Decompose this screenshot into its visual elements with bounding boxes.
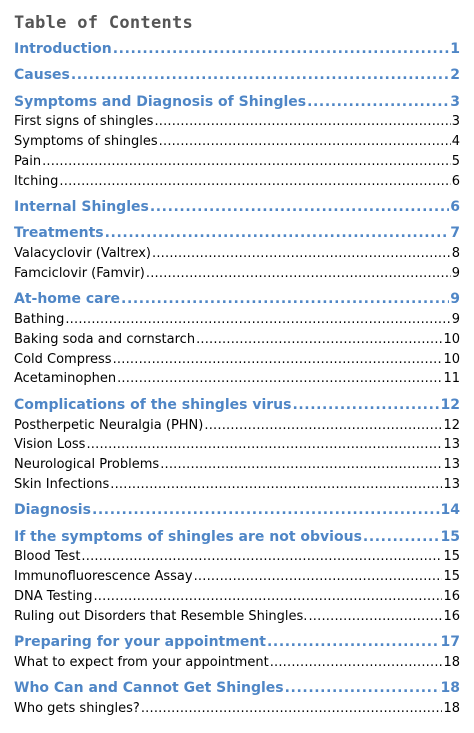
dot-leader [65,310,450,330]
toc-section-entry[interactable] [14,396,460,416]
toc-subsection-entry[interactable] [14,435,460,455]
dot-leader [159,132,451,152]
dot-leader [105,224,450,244]
toc-entry-page-number: 11 [443,371,460,387]
toc-entry-page-number: 12 [440,396,460,413]
toc-section-entry[interactable] [14,66,460,86]
dot-leader [363,528,440,548]
toc-entry-label: What to expect from your appointment [14,654,269,670]
toc-entry-page-number: 4 [451,134,460,150]
toc-entry-page-number: 18 [443,700,460,716]
toc-subsection-entry[interactable] [14,567,460,587]
dot-leader [194,567,443,587]
toc-entry-label: First signs of shingles [14,114,154,130]
dot-leader [110,475,442,495]
dot-leader [285,679,440,699]
dot-leader [59,172,450,192]
toc-entry-page-number: 1 [450,41,460,57]
dot-leader [150,198,449,218]
toc-entry-page-number: 8 [451,246,460,262]
toc-section-entry[interactable] [14,633,460,653]
toc-entry-label: Valacyclovir (Valtrex) [14,246,151,262]
toc-entry-label: Cold Compress [14,351,112,367]
toc-entry-page-number: 2 [450,67,460,84]
toc-entry-label: Pain [14,153,42,169]
toc-entry-page-number: 6 [451,173,460,189]
toc-entry-label: Symptoms of shingles [14,134,158,150]
dot-leader [92,501,440,521]
dot-leader [196,330,442,350]
toc-section-entry[interactable] [14,198,460,218]
toc-entry-label: Complications of the shingles virus [14,396,292,413]
toc-entry-label: Blood Test [14,549,81,565]
toc-section-entry[interactable] [14,528,460,548]
toc-section-entry[interactable] [14,93,460,113]
toc-subsection-entry[interactable] [14,350,460,370]
toc-entry-label: Introduction [14,41,112,57]
toc-entry-page-number: 17 [440,634,460,651]
toc-entry-label: Causes [14,67,70,84]
toc-entry-page-number: 15 [443,549,460,565]
toc-entry-page-number: 13 [443,457,460,473]
toc-subsection-entry[interactable] [14,132,460,152]
dot-leader [270,653,443,673]
toc-entry-label: Ruling out Disorders that Resemble Shingles. [14,608,308,624]
toc-entry-page-number: 5 [451,153,460,169]
dot-leader [160,455,442,475]
dot-leader [141,699,443,719]
toc-entry-page-number: 15 [443,569,460,585]
toc-subsection-entry[interactable] [14,547,460,567]
toc-subsection-entry[interactable] [14,310,460,330]
toc-entry-label: At-home care [14,291,121,308]
toc-entry-label: Vision Loss [14,437,86,453]
dot-leader [146,264,451,284]
toc-section-entry[interactable] [14,40,460,60]
dot-leader [117,369,442,389]
toc-entry-page-number: 9 [450,291,460,308]
toc-section-entry[interactable] [14,679,460,699]
toc-entry-label: Immunofluorescence Assay [14,569,193,585]
toc-entry-page-number: 14 [440,502,460,519]
dot-leader [93,587,442,607]
toc-entry-label: Acetaminophen [14,371,117,387]
toc-entry-label: Who Can and Cannot Get Shingles [14,680,284,697]
toc-entry-page-number: 16 [443,608,460,624]
toc-subsection-entry[interactable] [14,653,460,673]
toc-entry-label: Internal Shingles [14,199,149,216]
toc-entry-label: DNA Testing [14,588,93,604]
toc-entry-label: Preparing for your appointment [14,634,266,651]
dot-leader [292,396,439,416]
toc-entry-page-number: 13 [443,437,460,453]
toc-subsection-entry[interactable] [14,369,460,389]
toc-entry-label: Who gets shingles? [14,700,140,716]
dot-leader [154,112,450,132]
toc-list [14,40,460,719]
toc-subsection-entry[interactable] [14,152,460,172]
toc-entry-label: If the symptoms of shingles are not obvious [14,528,362,545]
dot-leader [86,435,442,455]
toc-subsection-entry[interactable] [14,172,460,192]
toc-subsection-entry[interactable] [14,264,460,284]
toc-subsection-entry[interactable] [14,455,460,475]
toc-section-entry[interactable] [14,224,460,244]
dot-leader [308,607,442,627]
toc-subsection-entry[interactable] [14,416,460,436]
toc-section-entry[interactable] [14,501,460,521]
toc-entry-page-number: 13 [443,476,460,492]
dot-leader [152,244,451,264]
toc-entry-label: Famciclovir (Famvir) [14,265,145,281]
toc-entry-page-number: 9 [451,265,460,281]
toc-entry-page-number: 10 [443,331,460,347]
toc-entry-label: Itching [14,173,59,189]
toc-entry-page-number: 9 [451,312,460,328]
toc-entry-page-number: 15 [440,528,460,545]
toc-subsection-entry[interactable] [14,112,460,132]
toc-entry-page-number: 18 [440,680,460,697]
toc-subsection-entry[interactable] [14,699,460,719]
toc-entry-page-number: 12 [443,417,460,433]
toc-subsection-entry[interactable] [14,475,460,495]
dot-leader [42,152,451,172]
dot-leader [121,290,449,310]
toc-entry-label: Diagnosis [14,502,91,519]
toc-entry-label: Postherpetic Neuralgia (PHN) [14,417,204,433]
toc-subsection-entry[interactable] [14,330,460,350]
toc-entry-page-number: 3 [451,114,460,130]
toc-entry-page-number: 3 [450,93,460,110]
toc-entry-label: Skin Infections [14,476,110,492]
toc-entry-page-number: 16 [443,588,460,604]
toc-entry-label: Treatments [14,225,104,242]
dot-leader [267,633,440,653]
dot-leader [204,416,442,436]
toc-subsection-entry[interactable] [14,244,460,264]
toc-entry-page-number: 6 [450,199,460,216]
toc-subsection-entry[interactable] [14,607,460,627]
toc-entry-label: Symptoms and Diagnosis of Shingles [14,93,307,110]
toc-entry-label: Neurological Problems [14,457,160,473]
dot-leader [307,93,449,113]
toc-entry-page-number: 18 [443,654,460,670]
toc-subsection-entry[interactable] [14,587,460,607]
page-title: Table of Contents [14,13,194,33]
toc-entry-page-number: 7 [450,225,460,242]
dot-leader [113,350,443,370]
toc-entry-label: Baking soda and cornstarch [14,331,196,347]
dot-leader [81,547,442,567]
toc-section-entry[interactable] [14,290,460,310]
dot-leader [71,66,449,86]
toc-entry-page-number: 10 [443,351,460,367]
toc-entry-label: Bathing [14,312,65,328]
dot-leader [113,40,449,60]
